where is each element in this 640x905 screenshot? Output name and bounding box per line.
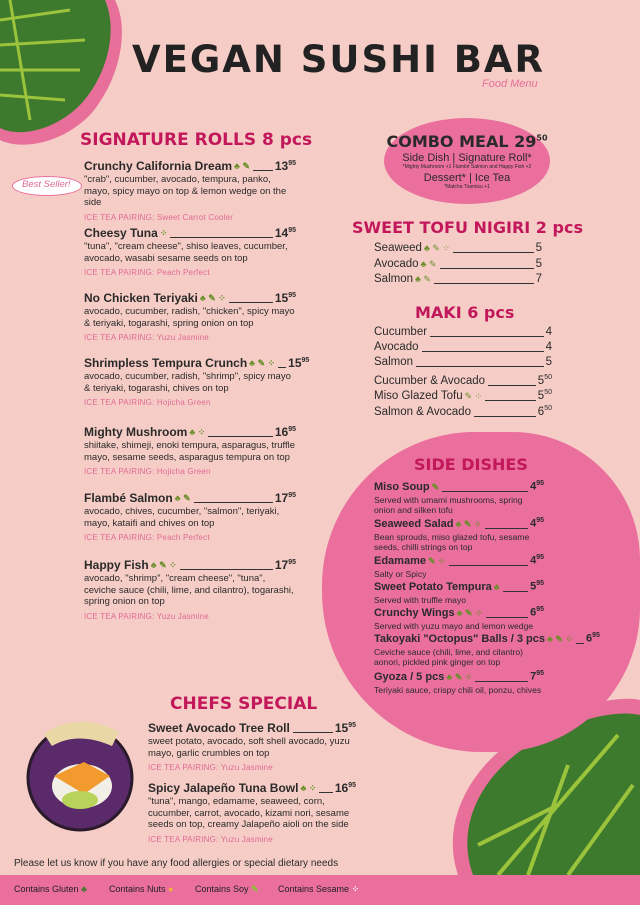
item-price-main: 4 (545, 326, 552, 338)
leader-line (576, 643, 584, 644)
item-description: Ceviche sauce (chili, lime, and cilantro) aonori, pickled pink ginger on top (374, 646, 524, 667)
menu-item-row (84, 157, 296, 173)
item-price (586, 629, 600, 646)
combo-title: COMBO MEAL (386, 132, 509, 151)
legend-nuts: Contains Nuts ● (109, 884, 174, 894)
item-name: Shrimpless Tempura Crunch (84, 356, 248, 370)
menu-item (374, 340, 552, 354)
menu-item-row (374, 514, 544, 531)
menu-item (374, 257, 542, 271)
item-price (275, 224, 296, 240)
item-name: Avocado (374, 258, 419, 270)
leader-line (474, 416, 536, 417)
allergen-icons: ♣ ✎ ⁘ (456, 607, 483, 618)
item-description: shiitake, shimeji, enoki tempura, asparagus, truffle mayo, sesame seeds, asparagus tempura on top (84, 440, 296, 463)
tea-pairing: ICE TEA PAIRING: Yuzu Jasmine (148, 763, 273, 772)
leader-line (440, 268, 534, 269)
item-price-cents: 95 (348, 782, 356, 789)
menu-item (84, 289, 296, 342)
item-description: avocado, cucumber, radish, "shrimp", spicy mayo & teriyaki, togarashi, chives on top (84, 371, 291, 394)
item-price (530, 551, 544, 568)
item-name: Gyoza / 5 pcs (374, 670, 445, 683)
side-dishes-title: SIDE DISHES (414, 455, 528, 474)
combo-line-2: Dessert* | Ice Tea (423, 172, 511, 184)
menu-item-row (374, 386, 552, 403)
item-price-cents: 95 (288, 492, 296, 499)
menu-item (374, 241, 542, 255)
item-name: Miso Soup (374, 480, 430, 493)
item-price-main: 16 (334, 781, 349, 795)
menu-item-row (374, 603, 544, 620)
allergen-legend (0, 875, 640, 905)
item-price-cents: 95 (288, 426, 296, 433)
item-price-main: 6 (537, 405, 545, 418)
item-price (530, 667, 544, 684)
menu-item (374, 577, 544, 605)
item-price (275, 489, 296, 505)
leader-line (475, 681, 528, 682)
tea-pairing: ICE TEA PAIRING: Yuzu Jasmine (84, 611, 209, 621)
item-price-main: 5 (535, 258, 542, 270)
menu-item-row (84, 224, 296, 240)
item-description: Served with truffle mayo (374, 594, 467, 605)
nuts-icon: ● (168, 884, 174, 894)
leader-line (416, 366, 544, 367)
menu-item-row (374, 257, 542, 271)
item-price-main: 16 (274, 425, 289, 439)
item-name: Sweet Avocado Tree Roll (148, 721, 290, 735)
menu-item-row (374, 272, 542, 286)
allergen-icons: ♣ ✎ (174, 493, 191, 503)
item-description: avocado, chives, cucumber, "salmon", teriyaki, mayo, kataifi and chives on top (84, 506, 280, 529)
menu-item-row (374, 667, 544, 684)
item-price-main: 6 (530, 606, 537, 619)
item-price-cents: 95 (348, 722, 356, 729)
sesame-icon: ⁘ (351, 884, 360, 894)
item-price-cents: 95 (536, 606, 544, 613)
menu-item (374, 477, 544, 515)
menu-item-row (84, 354, 310, 370)
leader-line (422, 351, 544, 352)
item-price-cents: 50 (544, 389, 552, 396)
allergen-icons: ♣ ⁘ (189, 427, 206, 437)
menu-item (374, 667, 544, 695)
menu-item-row (374, 577, 544, 594)
item-description: "tuna", "cream cheese", shiso leaves, cucumber, avocado, wasabi sesame seeds on top (84, 241, 288, 264)
menu-item-row (84, 556, 296, 572)
legend-gluten: Contains Gluten ♣ (14, 884, 87, 894)
item-description: "tuna", mango, edamame, seaweed, corn, cucumber, carrot, avocado, kizami nori, sesame seeds on top, creamy Jalapeño aioli on the side (148, 796, 350, 830)
menu-item (84, 489, 296, 542)
tea-pairing: ICE TEA PAIRING: Peach Perfect (84, 268, 210, 277)
menu-item (374, 386, 552, 403)
item-price-main: 4 (530, 554, 537, 567)
item-price-cents: 95 (536, 554, 544, 561)
nigiri-title: SWEET TOFU NIGIRI 2 pcs (352, 218, 583, 237)
item-name: No Chicken Teriyaki (84, 291, 198, 305)
item-price-main: 17 (274, 491, 289, 505)
item-price-cents: 95 (288, 559, 296, 566)
item-price-main: 13 (274, 159, 289, 173)
allergen-icons: ♣ ✎ (415, 274, 431, 284)
menu-item-row (84, 489, 296, 505)
menu-item-row (374, 402, 552, 419)
item-description: "crab", cucumber, avocado, tempura, panko, mayo, spicy mayo on top & lemon wedge on the side (84, 174, 287, 208)
item-description: Salty or Spicy (374, 568, 427, 579)
leader-line (430, 336, 544, 337)
item-price-main: 5 (537, 389, 545, 402)
item-price-main: 15 (334, 721, 349, 735)
signature-rolls-title: SIGNATURE ROLLS 8 pcs (80, 130, 313, 150)
allergen-icons: ♣ ✎ (234, 161, 250, 171)
item-description: avocado, "shrimp", "cream cheese", "tuna", ceviche sauce (chili, lime, and cilantro), togarashi, spring onion on top (84, 573, 294, 607)
tea-pairing: ICE TEA PAIRING: Hojicha Green (84, 398, 211, 407)
allergen-icons: ♣ ✎ ⁘ (547, 633, 574, 644)
item-name: Crunchy California Dream (84, 159, 233, 173)
item-name: Salmon (374, 273, 413, 285)
item-description: Served with umami mushrooms, spring onion and silken tofu (374, 494, 523, 515)
item-price-main: 5 (537, 374, 545, 387)
item-description: sweet potato, avocado, soft shell avocado, yuzu mayo, garlic crumbles on top (148, 736, 350, 759)
item-price-main: 6 (586, 632, 593, 645)
item-name: Edamame (374, 554, 426, 567)
menu-item (374, 325, 552, 339)
item-price-main: 7 (530, 670, 537, 683)
leader-line (503, 591, 528, 592)
allergen-icons: ✎ ⁘ (427, 555, 446, 566)
allergen-icons: ♣ ✎ ⁘ (199, 293, 226, 303)
item-price (530, 577, 544, 594)
item-price-main: 15 (288, 356, 302, 370)
item-name: Mighty Mushroom (84, 425, 188, 439)
legend-soy: Contains Soy ✎ (195, 884, 259, 894)
menu-item (84, 224, 296, 277)
leader-line (208, 436, 273, 437)
item-name: Salmon & Avocado (374, 405, 471, 418)
leader-line (180, 569, 273, 570)
item-price (536, 272, 542, 286)
tea-pairing: ICE TEA PAIRING: Hojicha Green (84, 467, 211, 476)
item-name: Seaweed Salad (374, 517, 454, 530)
menu-item (84, 423, 296, 476)
leader-line (253, 170, 273, 171)
menu-item (374, 629, 600, 667)
item-price (536, 257, 542, 271)
allergen-icons: ♣ ✎ ⁘ (446, 671, 473, 682)
menu-item (84, 157, 296, 222)
item-price (275, 289, 296, 305)
page-title: VEGAN SUSHI BAR (132, 38, 546, 81)
item-price (538, 402, 552, 419)
item-name: Cucumber & Avocado (374, 374, 486, 387)
item-name: Avocado (374, 341, 419, 353)
menu-item-row (374, 355, 552, 369)
allergen-icons: ✎ ⁘ (464, 390, 483, 401)
leader-line (486, 617, 529, 618)
item-price (275, 556, 296, 572)
menu-item (148, 719, 356, 772)
combo-price-cents: 50 (536, 133, 548, 143)
item-price-cents: 95 (288, 160, 296, 167)
menu-item (374, 514, 544, 552)
combo-note-2: *Matcha Tiramisu +1 (444, 184, 490, 190)
leader-line (442, 491, 528, 492)
item-price (538, 386, 552, 403)
item-description: Bean sprouds, miso glazed tofu, sesame seeds, chilli strings on top (374, 531, 530, 552)
item-price (275, 423, 296, 439)
item-price-cents: 95 (592, 632, 600, 639)
gluten-icon: ♣ (81, 884, 87, 894)
leader-line (485, 400, 536, 401)
item-description: Served with yuzu mayo and lemon wedge (374, 620, 534, 631)
item-price-main: 14 (274, 226, 289, 240)
item-price-main: 17 (274, 558, 289, 572)
menu-item-row (374, 477, 544, 494)
item-price-cents: 95 (288, 292, 296, 299)
leader-line (319, 792, 332, 793)
item-name: Flambé Salmon (84, 491, 173, 505)
menu-item-row (148, 719, 356, 735)
item-price-main: 4 (530, 480, 537, 493)
item-price (536, 241, 542, 255)
allergen-icons: ✎ (431, 481, 440, 492)
item-name: Cucumber (374, 326, 428, 338)
item-price-main: 5 (530, 580, 537, 593)
best-seller-label: Best Seller! (22, 179, 71, 190)
menu-item-row (84, 289, 296, 305)
item-price (288, 354, 309, 370)
allergen-icons: ♣ ⁘ (300, 783, 317, 793)
item-price (530, 477, 544, 494)
menu-item (374, 551, 544, 579)
allergy-note: Please let us know if you have any food allergies or special dietary needs (14, 858, 339, 869)
item-name: Takoyaki "Octopus" Balls / 3 pcs (374, 632, 546, 645)
tea-pairing: ICE TEA PAIRING: Sweet Carrot Cooler (84, 212, 234, 222)
allergen-icons: ♣ ✎ (420, 259, 437, 269)
item-name: Salmon (374, 356, 413, 368)
leader-line (293, 732, 333, 733)
chefs-special-title: CHEFS SPECIAL (170, 694, 318, 714)
leader-line (278, 367, 286, 368)
item-price (275, 157, 296, 173)
item-price-main: 4 (545, 341, 552, 353)
item-name: Cheesy Tuna (84, 226, 158, 240)
item-price (530, 603, 544, 620)
item-price (546, 340, 552, 354)
tea-pairing: ICE TEA PAIRING: Yuzu Jasmine (148, 834, 273, 844)
legend-sesame: Contains Sesame ⁘ (278, 884, 360, 894)
item-price-main: 5 (535, 242, 542, 254)
item-description: avocado, cucumber, radish, "chicken", spicy mayo & teriyaki, togarashi, spring onion on top (84, 306, 295, 329)
leader-line (449, 565, 529, 566)
menu-item-row (374, 551, 544, 568)
allergen-icons: ⁘ (159, 228, 168, 238)
menu-item-row (374, 241, 542, 255)
combo-line-1: Side Dish | Signature Roll* (402, 152, 532, 164)
item-price-main: 7 (535, 273, 542, 285)
combo-price: 29 (514, 132, 537, 151)
maki-title: MAKI 6 pcs (415, 303, 515, 322)
allergen-icons: ♣ ✎ ⁘ (423, 243, 450, 253)
item-price-cents: 95 (288, 227, 296, 234)
menu-item-row (374, 340, 552, 354)
item-price (335, 719, 356, 735)
menu-item (84, 354, 310, 407)
menu-item-row (374, 629, 600, 646)
leader-line (229, 302, 273, 303)
leader-line (194, 502, 273, 503)
item-price (335, 779, 356, 795)
item-price (530, 514, 544, 531)
leader-line (485, 528, 529, 529)
menu-item (374, 355, 552, 369)
item-name: Happy Fish (84, 558, 149, 572)
menu-item (84, 556, 296, 621)
item-description: Teriyaki sauce, crispy chili oil, ponzu, chives (374, 684, 542, 695)
menu-item-row (148, 779, 356, 795)
tea-pairing: ICE TEA PAIRING: Peach Perfect (84, 533, 210, 542)
item-price-main: 4 (530, 517, 537, 530)
menu-item-row (374, 325, 552, 339)
item-price-cents: 95 (536, 517, 544, 524)
soy-icon: ✎ (251, 884, 259, 894)
item-price-cents: 50 (544, 374, 552, 381)
leader-line (453, 252, 534, 253)
item-price-cents: 95 (301, 357, 310, 364)
page-subtitle: Food Menu (482, 78, 538, 90)
sushi-roll-illustration (24, 716, 136, 834)
menu-item-row (84, 423, 296, 439)
allergen-icons: ♣ (493, 581, 500, 592)
menu-item (148, 779, 356, 844)
item-price-cents: 95 (536, 580, 544, 587)
item-name: Crunchy Wings (374, 606, 455, 619)
allergen-icons: ♣ ✎ ⁘ (150, 560, 177, 570)
leader-line (434, 283, 534, 284)
item-price-cents: 95 (536, 670, 544, 677)
item-name: Sweet Potato Tempura (374, 580, 492, 593)
combo-meal (384, 132, 550, 190)
leader-line (170, 237, 272, 238)
item-price-main: 5 (545, 356, 552, 368)
menu-item (374, 272, 542, 286)
allergen-icons: ♣ ✎ ⁘ (455, 518, 482, 529)
item-name: Seaweed (374, 242, 422, 254)
menu-item (374, 603, 544, 631)
combo-note-1: *Mighty Mushroom +1 Flambé Salmon and Happy Fish +2 (402, 164, 532, 170)
item-name: Miso Glazed Tofu (374, 389, 463, 402)
item-price-cents: 50 (544, 405, 552, 412)
item-price (546, 325, 552, 339)
menu-item (374, 402, 552, 419)
item-price-main: 15 (274, 291, 289, 305)
tea-pairing: ICE TEA PAIRING: Yuzu Jasmine (84, 333, 209, 342)
item-price-cents: 95 (536, 480, 544, 487)
allergen-icons: ♣ ✎ ⁘ (249, 358, 276, 368)
item-name: Spicy Jalapeño Tuna Bowl (148, 781, 299, 795)
item-price (546, 355, 552, 369)
